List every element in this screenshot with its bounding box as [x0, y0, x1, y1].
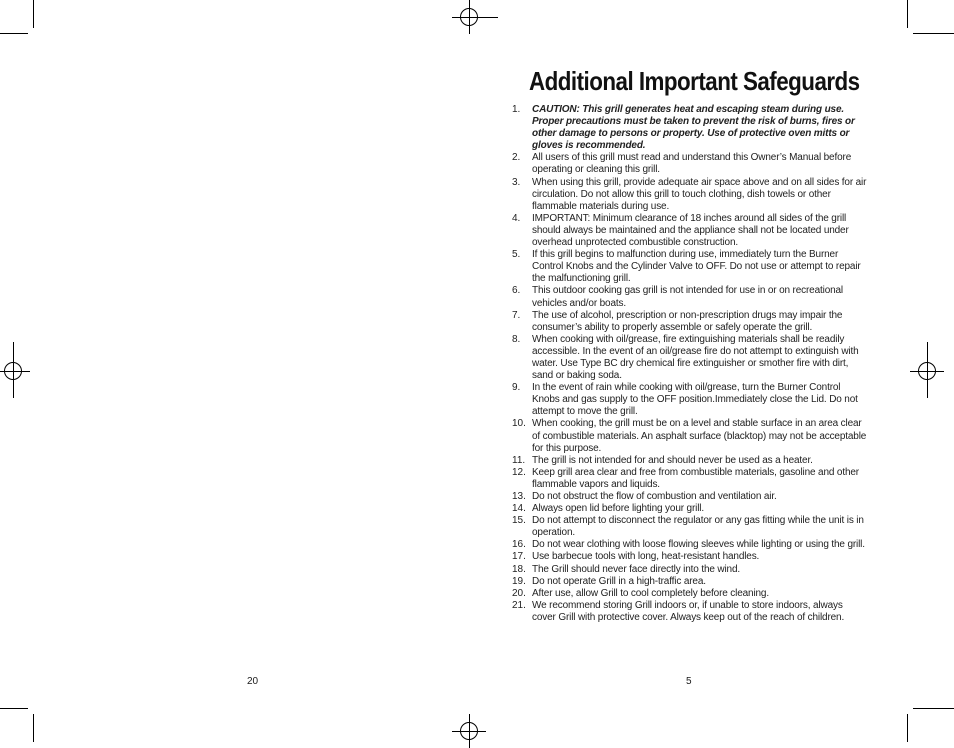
page-title: Additional Important Safeguards	[529, 66, 860, 96]
crop-mark	[913, 33, 954, 34]
crop-mark	[913, 708, 954, 709]
item-number: 18.	[512, 563, 526, 575]
list-item	[512, 491, 868, 503]
page-number-right: 5	[686, 676, 692, 687]
safeguards-list	[512, 104, 868, 624]
registration-mark-icon	[452, 0, 486, 34]
crop-mark	[907, 0, 908, 28]
list-item	[512, 249, 868, 285]
list-item	[512, 588, 868, 600]
item-number: 11.	[512, 454, 526, 466]
list-item	[512, 285, 868, 309]
list-item	[512, 152, 868, 176]
list-item	[512, 576, 868, 588]
list-item	[512, 382, 868, 418]
list-item	[512, 503, 868, 515]
page-number-left: 20	[247, 676, 259, 687]
crop-mark	[0, 33, 28, 34]
list-item	[512, 564, 868, 576]
crop-mark	[33, 0, 34, 28]
list-item	[512, 104, 868, 152]
item-number: 14.	[512, 503, 526, 515]
item-text: CAUTION: This grill generates heat and escaping steam during use. Proper precautions must be taken to prevent the risk of burns, fires or other damage to persons or property. Use of protective oven mitts or gloves is recommended.	[532, 104, 855, 152]
item-number: 19.	[512, 575, 526, 587]
item-text: Use barbecue tools with long, heat-resistant handles.	[532, 551, 760, 563]
item-number: 10.	[512, 418, 526, 430]
item-number: 16.	[512, 539, 526, 551]
item-text: Keep grill area clear and free from combustible materials, gasoline and other flammable vapors and liquids.	[532, 466, 859, 490]
item-text: The Grill should never face directly into the wind.	[532, 563, 741, 575]
list-item	[512, 418, 868, 454]
registration-mark-icon	[0, 354, 30, 388]
item-number: 8.	[512, 333, 521, 345]
item-text: Always open lid before lighting your grill.	[532, 503, 704, 515]
item-text: Do not wear clothing with loose flowing sleeves while lighting or using the grill.	[532, 539, 865, 551]
crop-mark	[927, 342, 928, 398]
item-text: The use of alcohol, prescription or non-prescription drugs may impair the consumer’s ability to properly assemble or safely operate the grill.	[532, 309, 843, 333]
list-item	[512, 177, 868, 213]
crop-mark	[13, 342, 14, 398]
item-number: 3.	[512, 176, 521, 188]
item-text: When cooking with oil/grease, fire extinguishing materials shall be readily accessible. In the event of an oil/grease fire do not attempt to extinguish with water. Use Type BC dry chemical fire extinguisher or smother fire with dirt, sand or baking soda.	[532, 333, 859, 382]
item-number: 15.	[512, 515, 526, 527]
item-number: 7.	[512, 309, 521, 321]
list-item	[512, 310, 868, 334]
item-number: 13.	[512, 491, 526, 502]
item-number: 9.	[512, 382, 521, 394]
item-number: 5.	[512, 249, 521, 261]
item-number: 4.	[512, 212, 521, 224]
item-number: 20.	[512, 587, 526, 599]
item-number: 6.	[512, 285, 521, 297]
item-text: Do not obstruct the flow of combustion and ventilation air.	[532, 491, 777, 502]
item-text: In the event of rain while cooking with oil/grease, turn the Burner Control Knobs and gas supply to the OFF position.Immediately close the Lid. Do not attempt to move the grill.	[532, 382, 858, 418]
item-number: 17.	[512, 551, 526, 563]
item-text: After use, allow Grill to cool completely before cleaning.	[532, 587, 769, 599]
list-item	[512, 334, 868, 382]
item-text: All users of this grill must read and understand this Owner’s Manual before operating or cleaning this grill.	[532, 152, 852, 176]
item-number: 12.	[512, 466, 526, 478]
item-text: Do not operate Grill in a high-traffic area.	[532, 575, 706, 587]
item-number: 21.	[512, 599, 526, 611]
list-item	[512, 539, 868, 551]
list-item	[512, 213, 868, 249]
list-item	[512, 455, 868, 467]
item-text: We recommend storing Grill indoors or, if unable to store indoors, always cover Grill with protective cover. Always keep out of the reach of children.	[532, 599, 845, 623]
list-item	[512, 600, 868, 624]
item-text: IMPORTANT: Minimum clearance of 18 inches around all sides of the grill should always be maintained and the appliance shall not be located under overhead unprotected combustible construction.	[532, 212, 849, 249]
item-text: When cooking, the grill must be on a level and stable surface in an area clear of combustible materials. An asphalt surface (blacktop) may not be acceptable for this purpose.	[532, 418, 867, 454]
registration-mark-icon	[452, 714, 486, 748]
item-text: This outdoor cooking gas grill is not intended for use in or on recreational vehicles and/or boats.	[532, 285, 844, 309]
list-item	[512, 467, 868, 491]
crop-mark	[907, 714, 908, 742]
item-text: The grill is not intended for and should never be used as a heater.	[532, 454, 813, 466]
item-number: 2.	[512, 152, 521, 164]
item-number: 1.	[512, 104, 521, 115]
item-text: Do not attempt to disconnect the regulator or any gas fitting while the unit is in operation.	[532, 515, 864, 539]
item-text: When using this grill, provide adequate air space above and on all sides for air circulation. Do not allow this grill to touch clothing, dish towels or other flammable materials during use.	[532, 176, 867, 212]
crop-mark	[33, 714, 34, 742]
list-item	[512, 515, 868, 539]
crop-mark	[0, 708, 28, 709]
crop-mark	[486, 17, 498, 18]
list-item	[512, 551, 868, 563]
item-text: If this grill begins to malfunction during use, immediately turn the Burner Control Knobs and the Cylinder Valve to OFF. Do not use or attempt to repair the malfunctioning grill.	[532, 249, 861, 285]
